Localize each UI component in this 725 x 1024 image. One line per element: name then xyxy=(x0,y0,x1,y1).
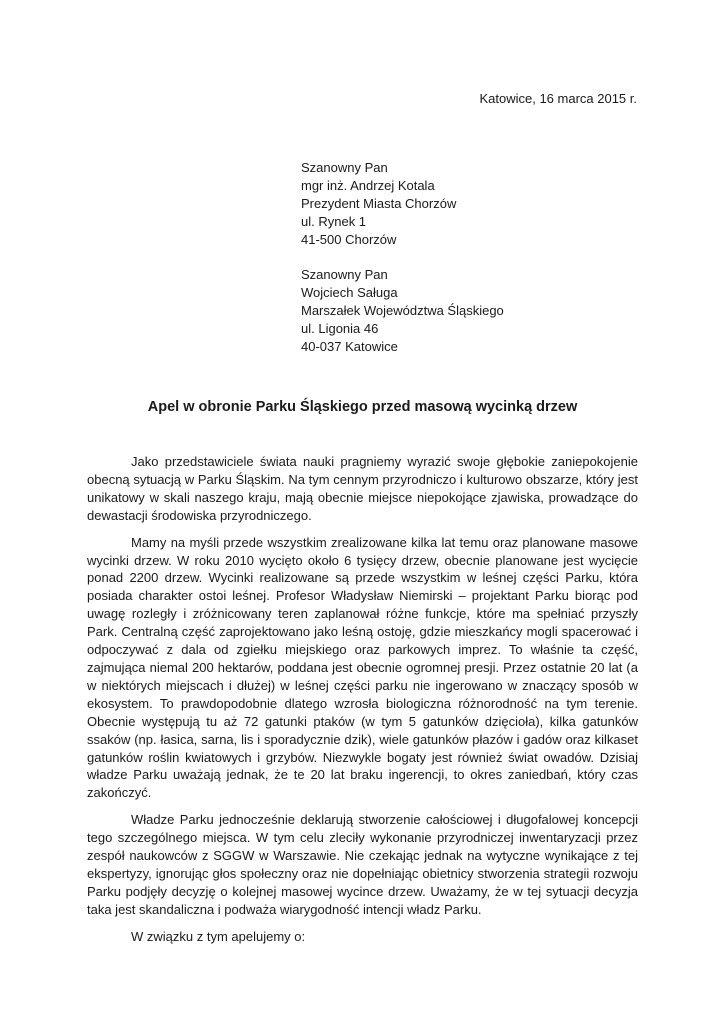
recipient-postcode-city: 41-500 Chorzów xyxy=(301,232,397,247)
recipient-salutation: Szanowny Pan xyxy=(301,267,388,282)
recipient-name: Wojciech Saługa xyxy=(301,285,398,300)
recipient-street: ul. Rynek 1 xyxy=(301,214,367,229)
recipient-position: Marszałek Województwa Śląskiego xyxy=(301,303,504,318)
recipient-position: Prezydent Miasta Chorzów xyxy=(301,196,457,211)
letter-date: Katowice, 16 marca 2015 r. xyxy=(479,91,637,106)
body-paragraph-appeal-lead: W związku z tym apelujemy o: xyxy=(131,928,306,944)
body-paragraph-intro: Jako przedstawiciele świata nauki pragniemy wyrazić swoje głębokie zaniepokojenie obecną sytuacją w Parku Śląskim. Na tym cennym przyrodniczo i kulturowo obszarze, który jest unikatowy w skali naszego kraju, mają obecnie miejsce niepokojące zjawiska, prowadzące do dewastacji środowiska przyrodniczego. xyxy=(87,454,638,523)
letter-body xyxy=(87,453,638,955)
recipient-address-katowice xyxy=(301,266,661,356)
recipient-street: ul. Ligonia 46 xyxy=(301,321,379,336)
recipient-postcode-city: 40-037 Katowice xyxy=(301,339,398,354)
body-paragraph-park-authorities: Władze Parku jednocześnie deklarują stworzenie całościowej i długofalowej koncepcji tego szczególnego miejsca. W tym celu zleciły wykonanie przyrodniczej inwentaryzacji przez zespół naukowców z SGGW w Warszawie. Nie czekając jednak na wytyczne wynikające z tej ekspertyzy, ignorując głos społeczny oraz nie dopełniając obietnicy stworzenia strategii rozwoju Parku podjęły decyzję o kolejnej masowej wycince drzew. Uważamy, że w tej sytuacji decyzja taka jest skandaliczna i podważa wiarygodność intencji władz Parku. xyxy=(87,812,638,917)
recipient-address-chorzow xyxy=(301,159,661,249)
recipient-salutation: Szanowny Pan xyxy=(301,160,388,175)
letter-title: Apel w obronie Parku Śląskiego przed masową wycinką drzew xyxy=(147,399,578,415)
recipient-name: mgr inż. Andrzej Kotala xyxy=(301,178,435,193)
body-paragraph-tree-felling: Mamy na myśli przede wszystkim zrealizowane kilka lat temu oraz planowane masowe wycinki drzew. W roku 2010 wycięto około 6 tysięcy drzew, obecnie planowane jest wycięcie ponad 2200 drzew. Wycinki realizowane są przede wszystkim w leśnej części Parku, która posiada charakter ostoi leśnej. Profesor Władysław Niemirski – projektant Parku biorąc pod uwagę rozległy i zróżnicowany teren zaplanował różne funkcje, które ma spełniać przyszły Park. Centralną część zaprojektowano jako leśną ostoję, gdzie mieszkańcy mogli spacerować i odpoczywać z dala od zgiełku miejskiego oraz parkowych imprez. To właśnie ta część, zajmująca niemal 200 hektarów, poddana jest obecnie ogromnej presji. Przez ostatnie 20 lat (a w niektórych miejscach i dłużej) w leśnej części parku nie ingerowano w znaczący sposób w ekosystem. To prawdopodobnie dlatego wzrosła biologiczna różnorodność na tym terenie. Obecnie występują tu aż 72 gatunki ptaków (w tym 5 gatunków dzięcioła), kilka gatunków ssaków (np. łasica, sarna, lis i sporadycznie dzik), wiele gatunków płazów i gadów oraz kilkaset gatunków roślin kwiatowych i grzybów. Niezwykle bogaty jest również świat owadów. Dzisiaj władze Parku uważają jednak, że te 20 lat braku ingerencji, to okres zaniedbań, który czas zakończyć. xyxy=(87,534,638,801)
